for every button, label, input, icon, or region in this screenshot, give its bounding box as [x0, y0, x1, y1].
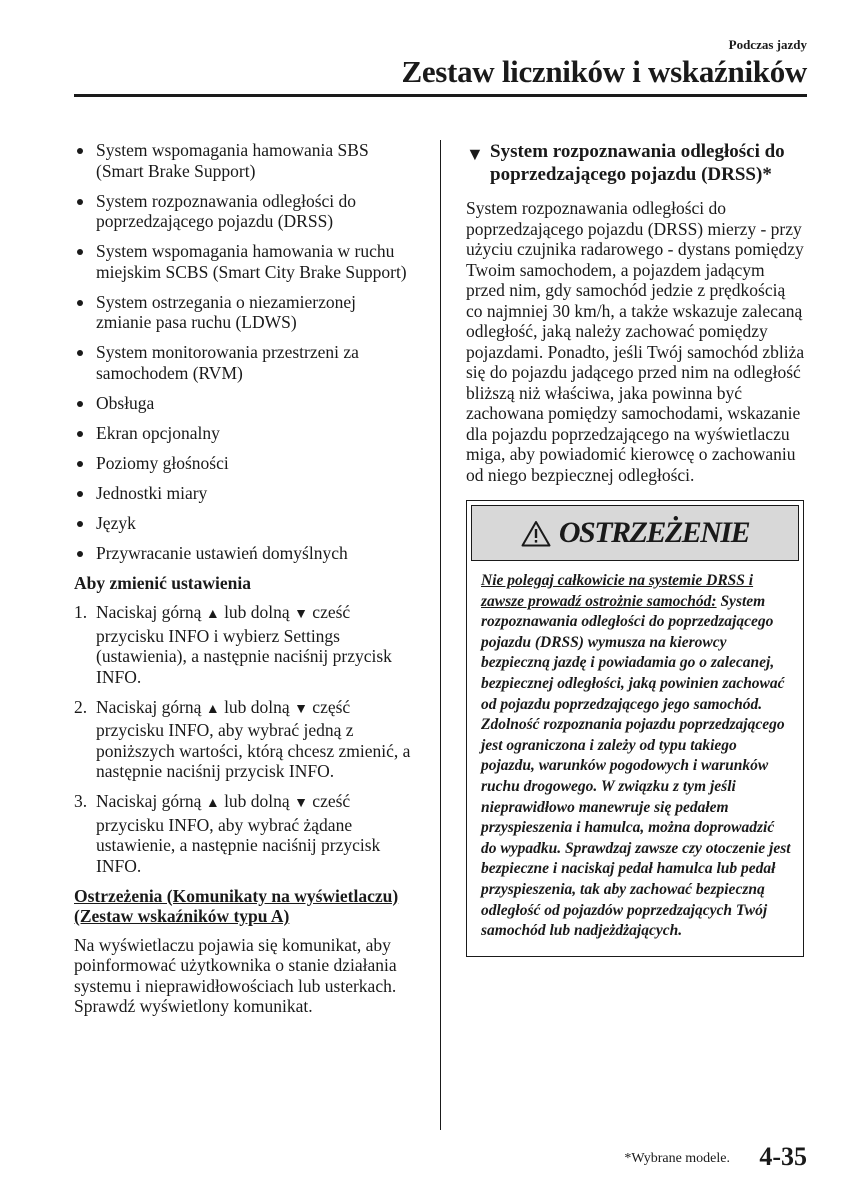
page-number: 4-35	[759, 1142, 807, 1171]
column-divider	[440, 140, 441, 1130]
title-rule	[74, 94, 807, 97]
warnings-paragraph: Na wyświetlaczu pojawia się komunikat, aby poinformować użytkownika o stanie działania systemu i nieprawidłowościach lub usterkach.	[74, 934, 397, 996]
left-column	[74, 140, 414, 1017]
step-item	[74, 602, 414, 687]
list-item: System ostrzegania o niezamierzonej zmianie pasa ruchu (LDWS)	[74, 292, 414, 333]
list-item: System wspomagania hamowania w ruchu miejskim SCBS (Smart City Brake Support)	[74, 241, 414, 282]
list-item: Język	[74, 513, 414, 534]
step-text: Naciskaj górną	[96, 696, 202, 717]
step-text: lub dolną	[224, 791, 290, 811]
warning-text: System rozpoznawania odległości do poprzedzającego pojazdu (DRSS) wymusza na kierowcy bezpieczną jazdę i powiadamia go o zalecanej, bezpiecznej odległości, jaką powinien zachować od pojazdu poprzedzającego jego samochód. Zdolność rozpoznania pojazdu poprzedzającego jest ograniczona i zależy od typu takiego pojazdu, warunków pogodowych i warunków ruchu drogowego. W związku z tym jeśli nieprawidłowo manewruje się pedałem przyspieszenia i hamulca, można doprowadzić do wypadku. Sprawdzaj zawsze czy otoczenie jest bezpieczne i naciskaj pedał hamulca lub pedał przyspieszenia, tak aby zachować bezpieczną odległość od pojazdów poprzedzających Twój samochód lub nadjeżdżających.	[481, 592, 791, 940]
section-label: Podczas jazdy	[728, 37, 807, 52]
list-item: System rozpoznawania odległości do poprzedzającego pojazdu (DRSS)	[74, 191, 414, 232]
warning-lead: Nie polegaj całkowicie na systemie DRSS i zawsze prowadź ostrożnie samochód:	[481, 572, 754, 610]
step-text: lub dolną	[224, 696, 290, 717]
step-number: 2.	[74, 696, 88, 717]
arrow-down-icon: ▼	[294, 607, 308, 622]
drss-heading-text: System rozpoznawania odległości do poprzedzającego pojazdu (DRSS)*	[490, 141, 785, 185]
footnote: *Wybrane modele.	[624, 1151, 730, 1166]
list-item: Przywracanie ustawień domyślnych	[74, 543, 414, 564]
arrow-up-icon: ▲	[205, 796, 220, 811]
step-text: lub dolną	[224, 602, 290, 622]
list-item: System wspomagania hamowania SBS (Smart Brake Support)	[74, 140, 414, 181]
step-text: cześć przycisku INFO i wybierz Settings (ustawienia), a następnie naciśnij przycisk INFO.	[96, 602, 392, 687]
list-item: Obsługa	[74, 393, 414, 414]
step-number: 1.	[74, 602, 88, 622]
steps-list	[74, 602, 414, 876]
list-item: Jednostki miary	[74, 483, 414, 504]
step-text: część przycisku INFO, aby wybrać jedną z poniższych wartości, którą chcesz zmienić, a następnie naciśnij przycisk INFO.	[96, 696, 411, 781]
warning-triangle-icon	[521, 520, 551, 547]
arrow-up-icon: ▲	[205, 701, 220, 717]
change-settings-heading: Aby zmienić ustawienia	[74, 572, 251, 593]
list-item: Ekran opcjonalny	[74, 423, 414, 444]
section-marker-icon: ▼	[466, 144, 484, 164]
warning-header	[471, 505, 799, 561]
warnings-heading: Ostrzeżenia (Komunikaty na wyświetlaczu) (Zestaw wskaźników typu A)	[74, 885, 399, 926]
drss-heading	[466, 140, 806, 186]
page-title: Zestaw liczników i wskaźników	[401, 54, 807, 89]
step-text: Naciskaj górną	[96, 791, 202, 811]
step-text: Naciskaj górną	[96, 602, 202, 622]
check-message-line: Sprawdź wyświetlony komunikat.	[74, 996, 313, 1016]
list-item: Poziomy głośności	[74, 453, 414, 474]
right-column	[466, 140, 806, 957]
step-item	[74, 791, 414, 876]
step-number: 3.	[74, 791, 88, 811]
warning-box	[466, 500, 804, 957]
warning-title: OSTRZEŻENIE	[558, 515, 750, 549]
arrow-down-icon: ▼	[294, 796, 308, 811]
warning-body	[471, 561, 799, 952]
arrow-down-icon: ▼	[294, 701, 308, 717]
step-text: cześć przycisku INFO, aby wybrać żądane ustawienie, a następnie naciśnij przycisk INFO.	[96, 791, 381, 876]
step-item	[74, 697, 414, 782]
arrow-up-icon: ▲	[205, 607, 220, 622]
drss-paragraph: System rozpoznawania odległości do poprzedzającego pojazdu (DRSS) mierzy - przy użyciu czujnika radarowego - dystans pomiędzy Twoim samochodem, a pojazdem jadącym przed nim, gdy samochód jedzie z prędkością co najmniej 30 km/h, a także wskazuje zalecaną odległość, jaką należy zachować pomiędzy pojazdami. Ponadto, jeśli Twój samochód zbliża się do pojazdu jadącego przed nim na odległość bliższą niż właściwa, jaka powinna być zachowana pomiędzy samochodami, wskazanie dla pojazdu poprzedzającego na wyświetlaczu miga, aby powiadomić kierowcę o zachowaniu od niego bezpiecznej odległości.	[466, 198, 805, 485]
list-item: System monitorowania przestrzeni za samochodem (RVM)	[74, 342, 414, 383]
settings-list	[74, 140, 414, 563]
